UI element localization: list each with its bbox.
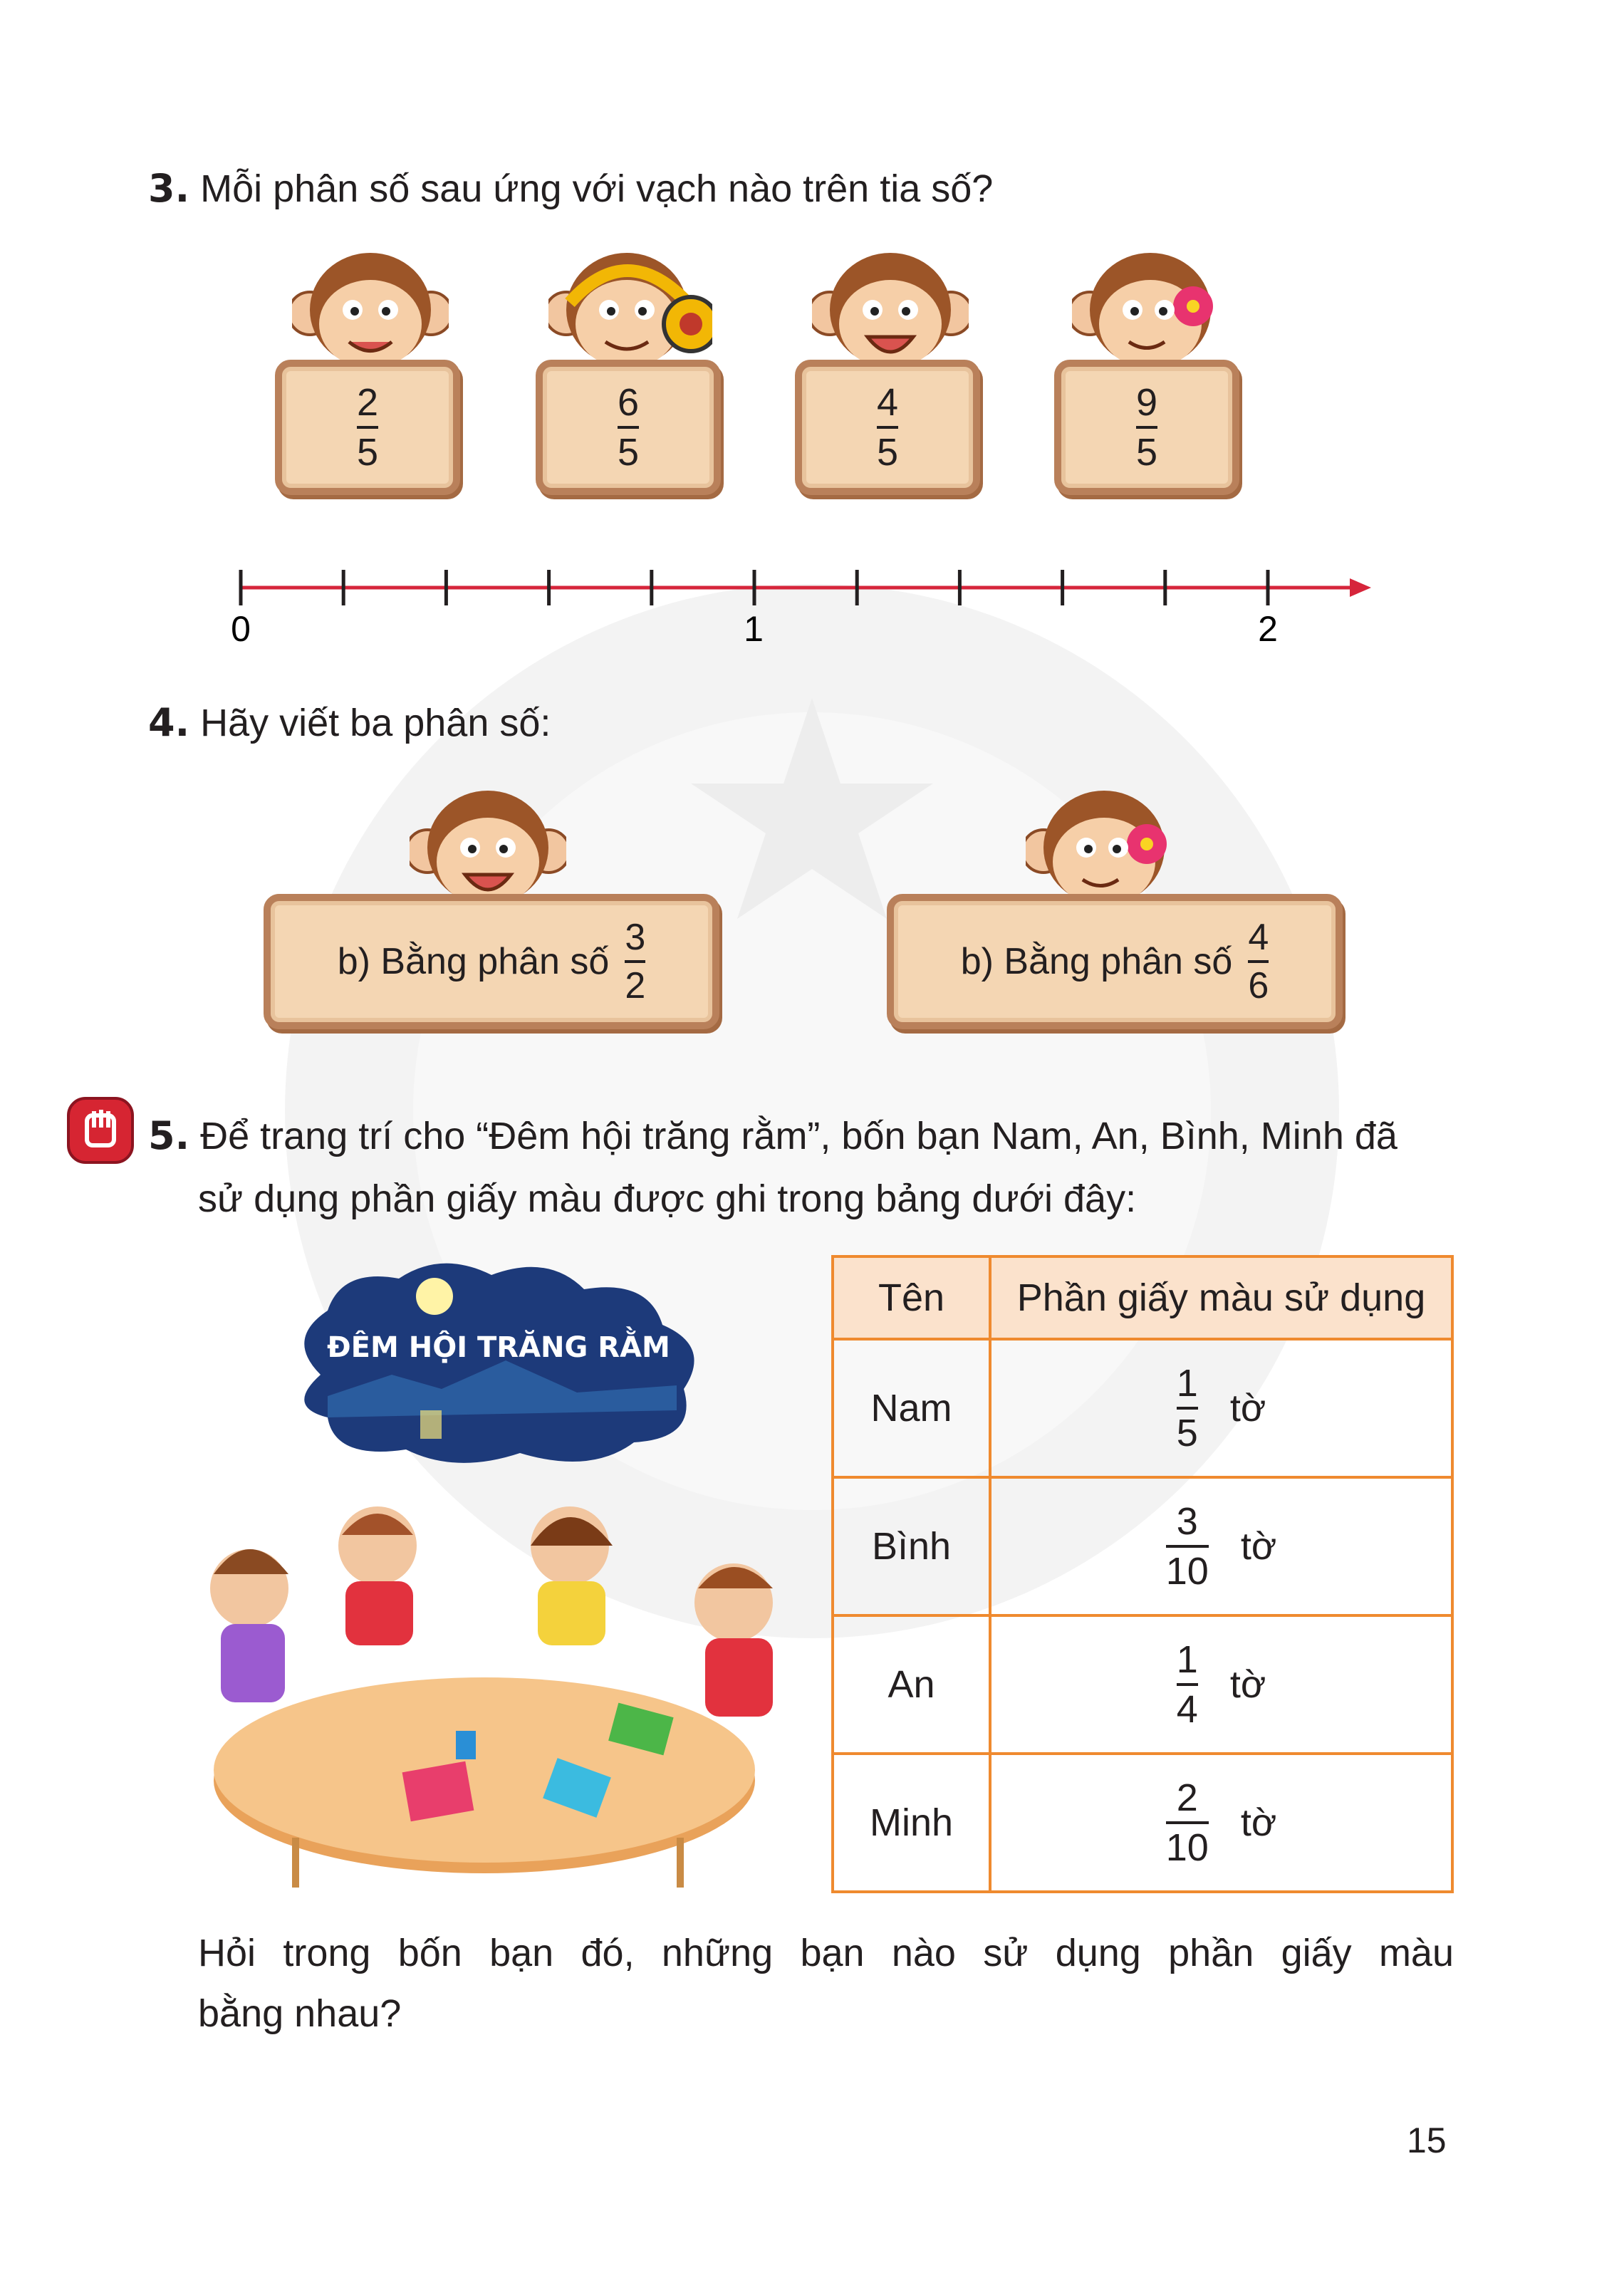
number-line: [221, 563, 1389, 670]
monkey-head-icon: [812, 246, 969, 374]
denominator: 5: [1176, 1412, 1198, 1454]
denominator: 6: [1248, 965, 1269, 1006]
paper-usage-table: [831, 1255, 1454, 1893]
numerator: 2: [1176, 1776, 1198, 1819]
arrow-head-icon: [1350, 578, 1371, 597]
banner-title: ĐÊM HỘI TRĂNG RẰM: [327, 1331, 670, 1364]
table-row: [833, 1339, 1452, 1477]
row-name: Minh: [833, 1754, 990, 1892]
q5-question: [198, 1923, 1454, 2044]
q5-question-line2: bằng nhau?: [198, 1992, 402, 2035]
denominator: 4: [1176, 1688, 1198, 1731]
hand-badge-icon: [66, 1095, 135, 1165]
row-value: [990, 1477, 1452, 1615]
q3-text: Mỗi phân số sau ứng với vạch nào trên tia số?: [200, 167, 994, 210]
q3-heading: [148, 158, 993, 219]
denominator: 5: [356, 431, 379, 474]
fraction-board-3: [795, 360, 980, 495]
numerator: 2: [356, 381, 379, 424]
board-label: b) Bằng phân số: [960, 941, 1233, 982]
board-label: b) Bằng phân số: [337, 941, 610, 982]
denominator: 5: [1135, 431, 1158, 474]
numerator: 6: [617, 381, 640, 424]
unit-label: tờ: [1229, 1387, 1266, 1430]
q5-question-line1: Hỏi trong bốn bạn đó, những bạn nào sử dụng phần giấy màu: [198, 1932, 1454, 1974]
q5-heading: [148, 1105, 1397, 1167]
denominator: 2: [625, 965, 646, 1006]
q4-board-2: [887, 894, 1343, 1029]
numerator: 1: [1176, 1638, 1198, 1681]
monkey-head-icon: [292, 246, 449, 374]
row-name: Nam: [833, 1339, 990, 1477]
label-1: 1: [744, 609, 764, 649]
moon-icon: [416, 1278, 453, 1315]
q3-number: 3.: [148, 166, 190, 211]
monkey-headphones-icon: [548, 246, 712, 374]
denominator: 10: [1165, 1826, 1209, 1869]
table-row: [833, 1615, 1452, 1754]
q4-number: 4.: [148, 700, 190, 745]
row-value: [990, 1339, 1452, 1477]
numerator: 9: [1135, 381, 1158, 424]
q5-number: 5.: [148, 1113, 190, 1158]
numerator: 4: [876, 381, 899, 424]
unit-label: tờ: [1240, 1525, 1277, 1568]
numerator: 3: [1176, 1500, 1198, 1543]
row-name: An: [833, 1615, 990, 1754]
fraction-board-2: [536, 360, 721, 495]
fraction-board-4: [1054, 360, 1239, 495]
page-number: 15: [1407, 2120, 1447, 2160]
q4-text: Hãy viết ba phân số:: [200, 702, 551, 744]
unit-label: tờ: [1229, 1663, 1266, 1706]
numerator: 1: [1176, 1362, 1198, 1405]
row-value: [990, 1754, 1452, 1892]
q4-board-1: [264, 894, 719, 1029]
numerator: 4: [1248, 917, 1269, 958]
table-row: [833, 1477, 1452, 1615]
festival-banner-cloud: [278, 1254, 719, 1474]
q5-text-line1: Để trang trí cho “Đêm hội trăng rằm”, bốn bạn Nam, An, Bình, Minh đã: [200, 1115, 1397, 1157]
table-row: [833, 1754, 1452, 1892]
header-name: Tên: [833, 1256, 990, 1339]
denominator: 5: [876, 431, 899, 474]
header-paper: Phần giấy màu sử dụng: [990, 1256, 1452, 1339]
label-0: 0: [231, 609, 251, 649]
fraction-board-1: [275, 360, 460, 495]
unit-label: tờ: [1240, 1801, 1277, 1844]
q4-heading: [148, 692, 551, 754]
row-value: [990, 1615, 1452, 1754]
monkey-flower-icon: [1072, 246, 1229, 374]
monkey-flower-icon: [1026, 784, 1182, 912]
q5-text-line2: sử dụng phần giấy màu được ghi trong bảng dưới đây:: [198, 1177, 1137, 1220]
table-header-row: [833, 1256, 1452, 1339]
numerator: 3: [625, 917, 646, 958]
kids-craft-table-illustration: [185, 1496, 798, 1895]
row-name: Bình: [833, 1477, 990, 1615]
label-2: 2: [1258, 609, 1278, 649]
monkey-head-icon: [410, 784, 566, 912]
denominator: 5: [617, 431, 640, 474]
denominator: 10: [1165, 1550, 1209, 1593]
